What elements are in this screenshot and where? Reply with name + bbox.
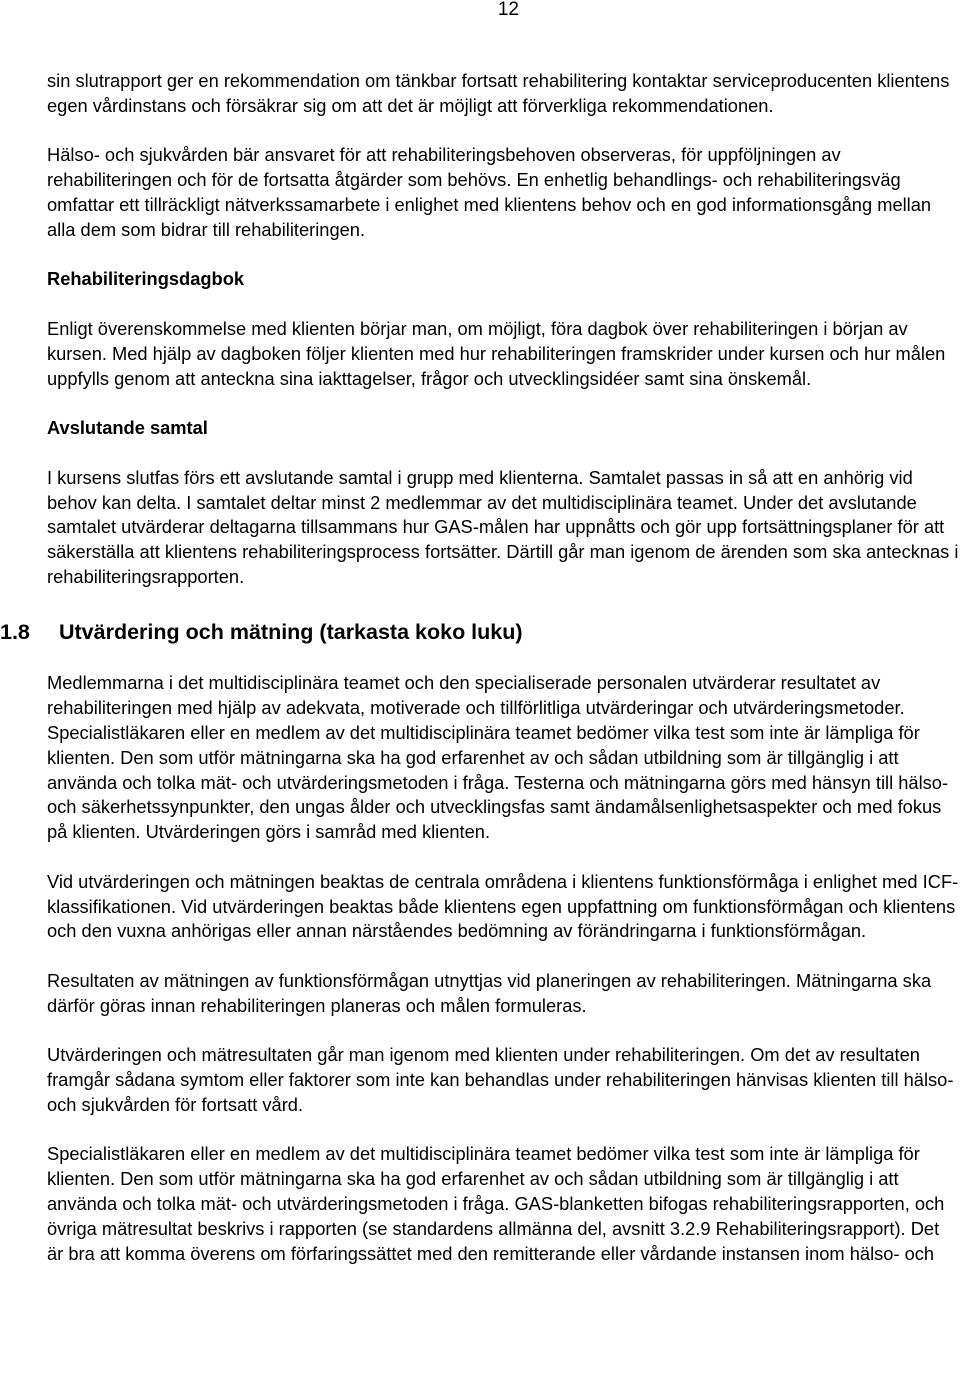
paragraph-section-4: Utvärderingen och mätresultaten går man igenom med klienten under rehabiliteringen. Om det av resultaten framgår sådana symtom eller faktorer som inte kan behandlas under rehabiliteringen hänvisas klienten till hälso- och sjukvården för fortsatt vård. — [47, 1044, 954, 1115]
section-title: Utvärdering och mätning (tarkasta koko luku) — [59, 619, 523, 644]
heading-rehabiliteringsdagbok: Rehabiliteringsdagbok — [47, 268, 245, 290]
section-number: 1.8 — [0, 619, 30, 644]
paragraph-intro-2: Hälso- och sjukvården bär ansvaret för att rehabiliteringsbehoven observeras, för uppföljningen av rehabiliteringen och för de fortsatta åtgärder som behövs. En enhetlig behandlings- och rehabiliteringsväg omfattar ett tillräckligt nätverkssamarbete i enlighet med klientens behov och en god informationsgång mellan alla dem som bidrar till rehabiliteringen. — [47, 144, 932, 240]
paragraph-samtal: I kursens slutfas förs ett avslutande samtal i grupp med klienterna. Samtalet passas in så att en anhörig vid behov kan delta. I samtalet deltar minst 2 medlemmar av det multidisciplinära teamet. Under det avslutande samtalet utvärderar deltagarna tillsammans hur GAS-målen har uppnåtts och gör upp fortsättningsplaner för att säkerställa att klientens rehabiliteringsprocess fortsätter. Därtill går man igenom de ärenden som ska antecknas i rehabiliteringsrapporten. — [47, 466, 959, 587]
paragraph-dagbok: Enligt överenskommelse med klienten börjar man, om möjligt, föra dagbok över rehabiliteringen i början av kursen. Med hjälp av dagboken följer klienten med hur rehabiliteringen framskrider under kursen och hur målen uppfylls genom att anteckna sina iakttagelser, frågor och utvecklingsidéer samt sina önskemål. — [47, 317, 946, 389]
paragraph-intro-1: sin slutrapport ger en rekommendation om tänkbar fortsatt rehabilitering kontaktar serviceproducenten klientens egen vårdinstans och försäkrar sig om att det är möjligt att förverkliga rekommendationen. — [47, 70, 950, 116]
paragraph-section-1: Medlemmarna i det multidisciplinära teamet och den specialiserade personalen utvärderar resultatet av rehabiliteringen med hjälp av adekvata, motiverade och tillförlitliga utvärderingar och utvärderingsmetoder. Specialistläkaren eller en medlem av det multidisciplinära teamet bedömer vilka test som inte är lämpliga för klienten. Den som utför mätningarna ska ha god erfarenhet av och sådan utbildning som är tillgänglig i att använda och tolka mät- och utvärderingsmetoden i fråga. Testerna och mätningarna görs med hänsyn till hälso- och säkerhetssynpunkter, den ungas ålder och utvecklingsfas samt ändamålsenlighetsaspekter och med fokus på klienten. Utvärderingen görs i samråd med klienten. — [47, 672, 949, 843]
page-number: 12 — [497, 0, 519, 20]
paragraph-section-3: Resultaten av mätningen av funktionsförmågan utnyttjas vid planeringen av rehabiliteringen. Mätningarna ska därför göras innan rehabiliteringen planeras och målen formuleras. — [47, 969, 932, 1016]
paragraph-section-2: Vid utvärderingen och mätningen beaktas de centrala områdena i klientens funktionsförmåga i enlighet med ICF-klassifikationen. Vid utvärderingen beaktas både klientens egen uppfattning om funktionsförmågan och klientens och den vuxna anhörigas eller annan närståendes bedömning av förändringarna i funktionsförmågan. — [47, 870, 959, 942]
paragraph-section-5: Specialistläkaren eller en medlem av det multidisciplinära teamet bedömer vilka test som inte är lämpliga för klienten. Den som utför mätningarna ska ha god erfarenhet av och sådan utbildning som är tillgänglig i att använda och tolka mät- och utvärderingsmetoden i fråga. GAS-blanketten bifogas rehabiliteringsrapporten, och övriga mätresultat beskrivs i rapporten (se standardens allmänna del, avsnitt 3.2.9 Rehabiliteringsrapport). Det är bra att komma överens om förfaringssättet med den remitterande eller vårdande instansen inom hälso- och — [47, 1143, 945, 1264]
section-heading — [0, 615, 959, 647]
heading-avslutande-samtal: Avslutande samtal — [47, 417, 208, 439]
document-body — [0, 69, 959, 1291]
